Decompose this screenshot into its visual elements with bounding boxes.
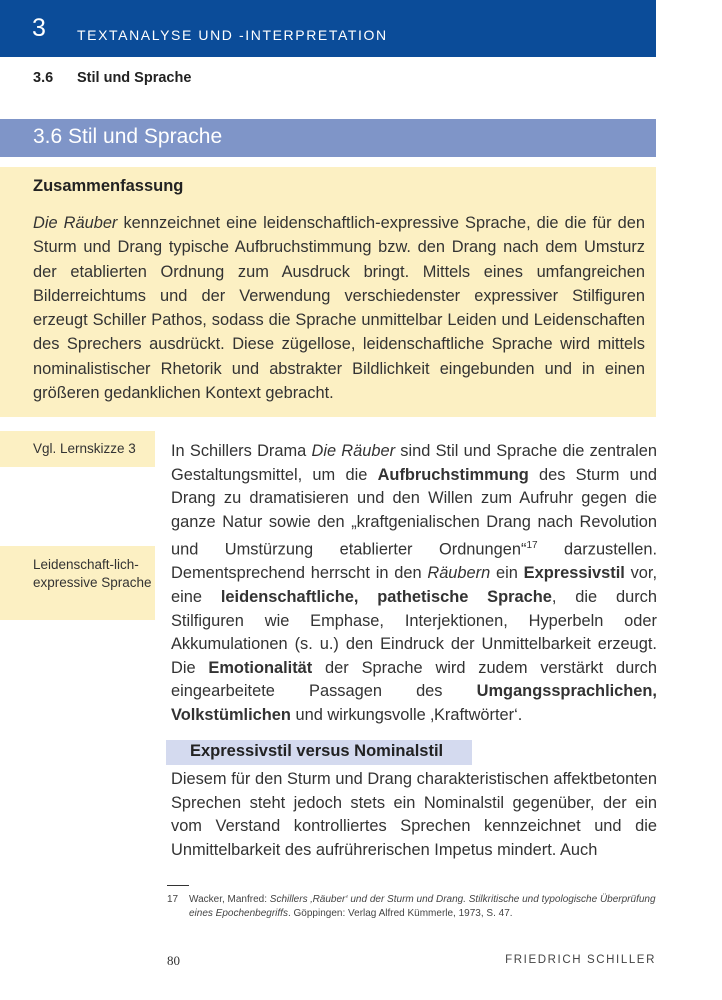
margin-note-2-text: Leidenschaft-lich-expressive Sprache [33,557,152,590]
body-paragraph-1 [171,440,657,728]
summary-body: kennzeichnet eine leidenschaftlich-expressive Sprache, die die für den Sturm und Drang typische Aufbruchstimmung bzw. den Drang nach dem Umsturz der etablierten Ordnung zum Ausdruck bringt. Mittels eines umfangreichen Bilderreichtums und der Verwendung verschiedenster expressiver Stilfiguren erzeugt Schiller Pathos, sodass die Sprache unmittelbar Leiden und Leidenschaften des Sprechers ausdrückt. Diese zügellose, leidenschaftliche Sprache wird mittels nominalistischer Rhetorik und abstrakter Bildlichkeit eingebunden und in einen größeren gedanklichen Kontext gebracht. [33,214,645,403]
summary-heading: Zusammenfassung [33,177,184,195]
running-head-title: Stil und Sprache [77,70,192,86]
chapter-number: 3 [32,14,46,42]
keyword-bold: Umgangssprachlichen, Volkstümlichen [171,682,657,724]
running-head-number: 3.6 [33,70,54,86]
body-text: und wirkungsvolle ‚Kraftwörter‘. [290,706,523,724]
body-text: In Schillers Drama [171,442,312,460]
footnote-number: 17 [167,894,179,905]
body-text: vor, eine [171,564,658,607]
section-title: 3.6 Stil und Sprache [33,125,223,148]
body-text: , die durch Stilfiguren wie Emphase, Interjektionen, Hyperbeln oder Akkumulationen (s. u.) den Eindruck der Unmittelbarkeit erzeugt. Die [171,588,657,677]
footnote-rule [167,885,189,886]
chapter-title: TEXTANALYSE UND -INTERPRETATION [77,27,388,43]
body-text: ein [490,564,524,583]
chapter-header-bar [0,0,656,57]
footnote-text [189,893,657,921]
keyword-bold: Emotionalität [208,658,313,677]
body-paragraph-2: Diesem für den Sturm und Drang charakteristischen affektbetonten Sprechen steht jedoch stets ein Nominalstil gegenüber, der ein vom Verstand kontrolliertes Sprechen kennzeichnet und die Unmittelbarkeit des aufrührerischen Impetus mindert. Auch [171,770,657,859]
footer-author: FRIEDRICH SCHILLER [505,954,656,966]
margin-note-lernskizze [0,431,155,467]
section-heading-bar [0,119,656,157]
footnote-title: Schillers ‚Räuber‘ und der Sturm und Drang. Stilkritische und typologische Überprüfung eines Epochenbegriffs [189,894,656,919]
footnote-author: Wacker, Manfred: [189,894,270,905]
summary-text [33,211,645,405]
page-number: 80 [167,953,180,968]
subsection-heading-bar [166,740,472,765]
body-text: darzustellen. Dementsprechend herrscht in den [171,540,657,583]
work-title-italic: Räubern [427,564,491,583]
margin-note-sprache [0,546,155,620]
keyword-bold: Aufbruchstimmung [377,465,529,484]
summary-box [0,167,656,417]
keyword-bold: Expressivstil [523,564,625,583]
body-text: sind Stil und Sprache die zentralen Gestaltungsmittel, um die [171,442,658,484]
keyword-bold: leidenschaftliche, pathetische Sprache [220,588,552,607]
work-title-italic: Die Räuber [311,442,396,460]
summary-work-title: Die Räuber [33,214,118,232]
footnote-publication: . Göppingen: Verlag Alfred Kümmerle, 1973, S. 47. [287,908,513,919]
subsection-title: Expressivstil versus Nominalstil [190,742,444,760]
footnote-ref: 17 [526,540,538,552]
margin-note-1-text: Vgl. Lernskizze 3 [33,441,136,456]
body-text: des Sturm und Drang zu dramatisieren und den Willen zum Aufruhr gegen die ganze Natur sowie den „kraftgenialischen Drang nach Revolution und Umstürzung etablierter Ordnungen“ [171,465,657,559]
body-text: der Sprache wird zudem verstärkt durch eingearbeitete Passagen des [171,658,657,701]
